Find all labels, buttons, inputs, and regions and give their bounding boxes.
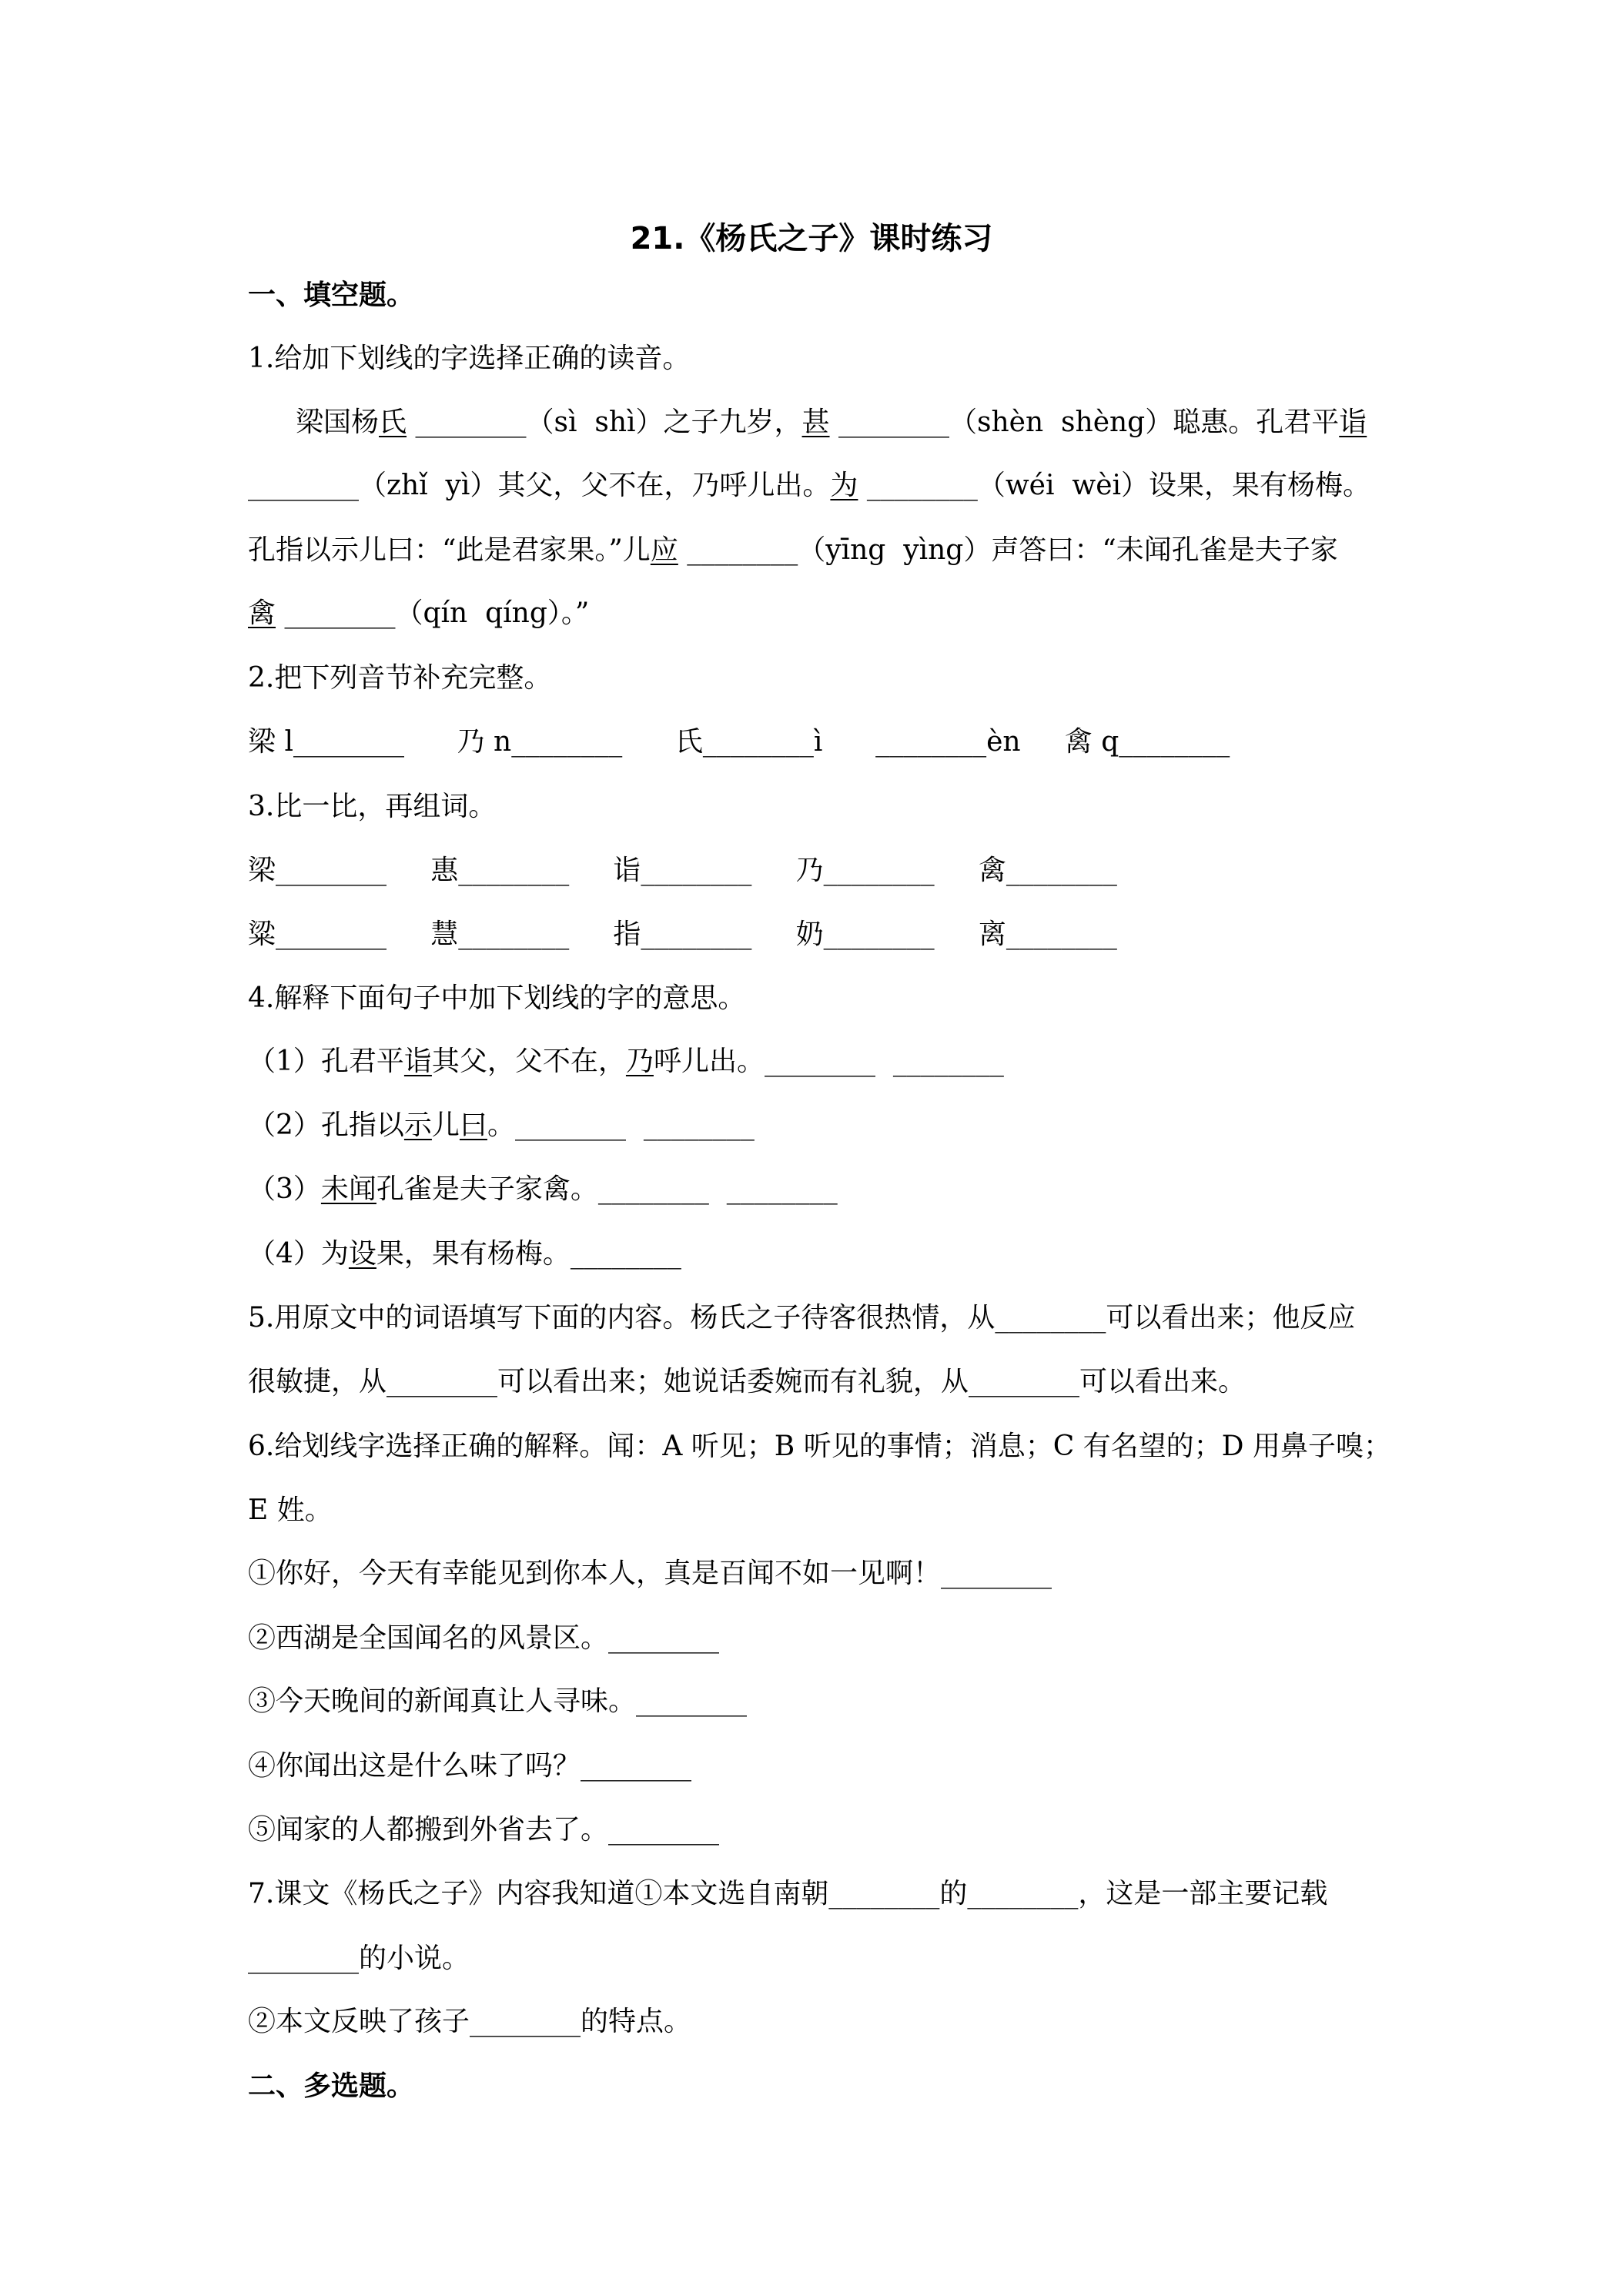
text-run: ________（sì shì）之子九岁， [407,407,802,438]
text-run: ________（qín qíng）。” [276,597,590,629]
text-run: 梁国杨 [296,407,380,438]
page-title: 21.《杨氏之子》课时练习 [630,221,993,256]
underlined-char: 设 [348,1238,376,1270]
text-run: 3.比一比，再组词。 [248,791,497,822]
text-run: （3） [248,1173,321,1205]
underlined-char: 禽 [248,597,276,629]
text-line [248,1622,720,1654]
text-run: 果，果有杨梅。________ [376,1238,681,1270]
section-heading [248,2070,415,2102]
text-line [248,1945,470,1973]
text-run: ________（wéi wèi）设果，果有杨梅。 [858,470,1371,501]
underlined-char: 乃 [625,1046,654,1077]
text-line [248,1368,1246,1396]
text-run: 5.用原文中的词语填写下面的内容。杨氏之子待客很热情，从________可以看出来；他反应 [248,1302,1356,1334]
text-run: E 姓。 [248,1494,333,1526]
text-run: 呼儿出。________ ________ [653,1046,1004,1077]
text-run: 孔指以示儿曰：“此是君家果。”儿 [248,534,651,566]
text-run: ________（zhǐ yì）其父，父不在，乃呼儿出。 [248,470,831,501]
text-line [248,2008,691,2036]
text-run: 儿 [431,1110,460,1141]
text-line [248,1173,838,1205]
text-line [248,1494,333,1526]
text-line [248,1240,681,1268]
text-run: 梁________ 惠________ 诣________ 乃________ 禽________ [248,855,1117,886]
text-run: 1.给加下划线的字选择正确的读音。 [248,343,691,374]
underlined-char: 诣 [1339,407,1367,438]
underlined-char: 曰 [459,1110,487,1141]
text-run: ________的小说。 [248,1943,470,1974]
text-run: 梁 l________ 乃 n________ 氏________ì ________èn 禽 q________ [248,726,1230,758]
text-run: （4）为 [248,1238,349,1270]
text-line [248,534,1338,566]
text-line [248,1112,755,1140]
text-run: ⑤闻家的人都搬到外省去了。________ [248,1814,720,1846]
text-line [248,472,1370,500]
text-run: ________（shèn shèng）聪惠。孔君平 [829,407,1340,438]
underlined-char: 诣 [403,1046,432,1077]
underlined-char: 为 [830,470,858,501]
text-line [248,1433,1391,1461]
text-line [248,664,551,692]
text-line [248,1560,1052,1588]
underlined-char: 氏 [379,407,407,438]
underlined-char: 甚 [801,407,830,438]
text-run: ①你好，今天有幸能见到你本人，真是百闻不如一见啊！________ [248,1558,1052,1589]
underlined-char: 应 [650,534,678,566]
section-heading [248,279,415,311]
text-line [248,1304,1355,1332]
text-run: （1）孔君平 [248,1046,404,1077]
text-line [248,1752,691,1780]
text-run: 很敏捷，从________可以看出来；她说话委婉而有礼貌，从________可以看出来。 [248,1366,1247,1397]
text-run: 粱________ 慧________ 指________ 奶________ 离________ [248,919,1117,950]
text-run: 二、多选题。 [248,2070,415,2102]
text-line [248,1816,719,1844]
text-line [248,921,1117,949]
text-line [248,1880,1327,1908]
text-run: （2）孔指以 [248,1110,404,1141]
text-run: ②西湖是全国闻名的风景区。________ [248,1622,720,1654]
text-run: 4.解释下面句子中加下划线的字的意思。 [248,982,746,1014]
text-line [248,1048,1004,1076]
text-run: 。________ ________ [487,1110,755,1141]
text-run: 2.把下列音节补充完整。 [248,662,552,694]
text-run: ③今天晚间的新闻真让人寻味。________ [248,1685,748,1717]
text-run: 7.课文《杨氏之子》内容我知道①本文选自南朝________的________，这是一部主要记载 [248,1878,1328,1909]
text-run: 一、填空题。 [248,279,415,311]
text-run: 其父，父不在， [431,1046,626,1077]
text-run: 孔雀是夫子家禽。________ ________ [376,1173,838,1205]
text-line [248,857,1117,885]
text-line [248,345,690,373]
text-run: ②本文反映了孩子________的特点。 [248,2006,692,2037]
underlined-char: 未闻 [320,1173,376,1205]
text-line [296,409,1367,437]
text-line [248,597,590,629]
text-run: ④你闻出这是什么味了吗？________ [248,1750,692,1782]
text-run: 6.给划线字选择正确的解释。闻：A 听见；B 听见的事情；消息；C 有名望的；D 用鼻子嗅； [248,1431,1391,1462]
text-line [248,1685,748,1717]
underlined-char: 示 [403,1110,432,1141]
text-line [248,982,746,1014]
text-run: ________（yīng yìng）声答曰：“未闻孔雀是夫子家 [678,534,1338,566]
text-line [248,728,1230,756]
text-line [248,793,496,821]
